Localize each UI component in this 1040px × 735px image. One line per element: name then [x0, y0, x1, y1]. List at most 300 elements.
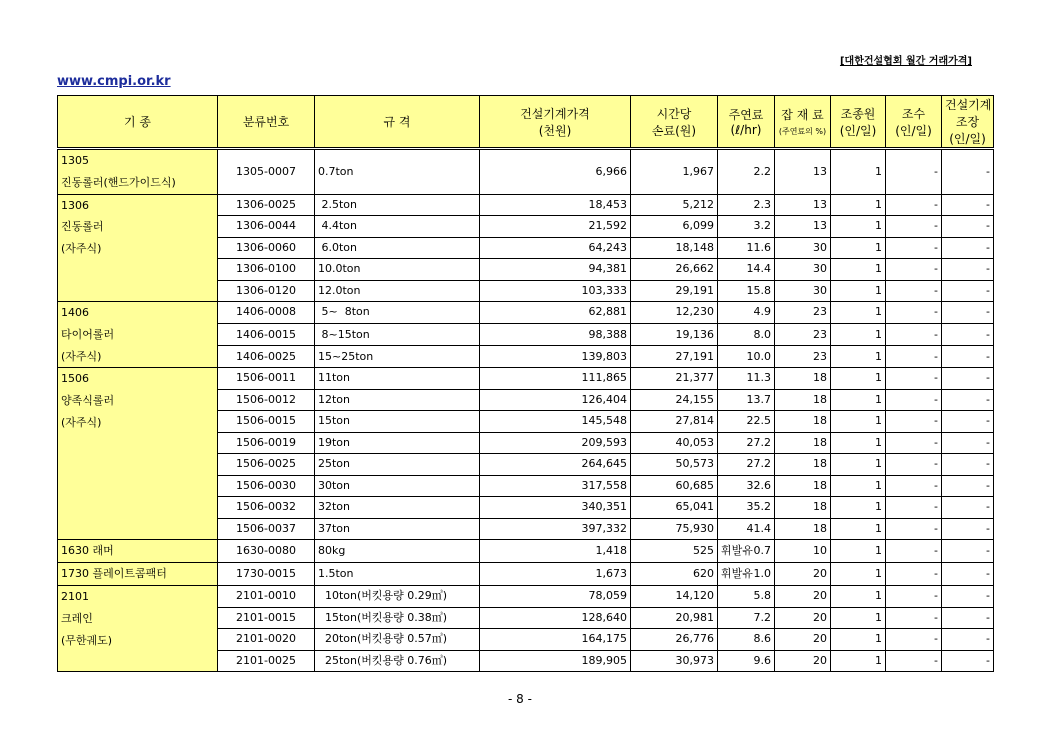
foreman-cell-value: -: [986, 414, 990, 428]
spec-cell-value: 12ton: [318, 392, 351, 406]
price-cell-value: 94,381: [588, 262, 627, 276]
fuel-cell: [718, 280, 775, 302]
foreman-cell: [942, 629, 994, 651]
code-cell: [218, 302, 315, 324]
fuel-cell-value: 5.8: [753, 589, 771, 603]
fuel-cell: [718, 411, 775, 433]
assistant-cell: [886, 607, 942, 629]
spec-cell-value: 5~ 8ton: [318, 305, 370, 319]
misc-material-cell: [775, 149, 831, 195]
fuel-cell: [718, 454, 775, 476]
operator-cell: [831, 194, 886, 216]
foreman-cell-value: -: [986, 240, 990, 254]
fuel-cell-value: 27.2: [746, 457, 771, 471]
price-cell-value: 164,175: [581, 632, 627, 646]
assistant-cell-value: -: [934, 327, 938, 341]
spec-cell: [315, 454, 480, 476]
assistant-cell: [886, 237, 942, 259]
hourly-cost-cell-value: 19,136: [675, 327, 714, 341]
fuel-cell: [718, 346, 775, 368]
foreman-cell-value: -: [986, 219, 990, 233]
code-cell-value: 1506-0012: [236, 392, 296, 406]
foreman-cell: [942, 194, 994, 216]
misc-material-cell-value: 30: [813, 240, 827, 254]
code-cell: [218, 237, 315, 259]
foreman-cell-value: -: [986, 197, 990, 211]
code-cell: [218, 454, 315, 476]
fuel-cell-value: 22.5: [746, 414, 771, 428]
foreman-cell: [942, 302, 994, 324]
code-cell-value: 1506-0025: [236, 457, 296, 471]
hourly-cost-cell: [631, 475, 718, 497]
operator-cell-value: 1: [875, 371, 882, 385]
misc-material-cell: [775, 475, 831, 497]
assistant-cell-value: -: [934, 262, 938, 276]
operator-cell: [831, 149, 886, 195]
hourly-cost-cell-value: 6,099: [682, 219, 714, 233]
code-cell: [218, 346, 315, 368]
spec-cell: [315, 346, 480, 368]
foreman-cell: [942, 149, 994, 195]
operator-cell-value: 1: [875, 478, 882, 492]
spec-cell: [315, 475, 480, 497]
hourly-cost-cell-value: 50,573: [675, 457, 714, 471]
spec-cell: [315, 302, 480, 324]
code-cell: [218, 216, 315, 238]
header-row: [58, 96, 994, 149]
code-cell-value: 1305-0007: [236, 164, 296, 178]
price-cell-value: 111,865: [581, 371, 627, 385]
col-kind: 기 종: [58, 96, 218, 149]
misc-material-cell: [775, 540, 831, 563]
misc-material-cell-value: 20: [813, 653, 827, 667]
foreman-cell: [942, 650, 994, 672]
assistant-cell: [886, 324, 942, 346]
hourly-cost-cell-value: 30,973: [675, 653, 714, 667]
table-row: [58, 194, 994, 216]
foreman-cell-value: -: [986, 632, 990, 646]
spec-cell-value: 11ton: [318, 371, 351, 385]
hourly-cost-cell: [631, 432, 718, 454]
misc-material-cell-value: 13: [813, 164, 827, 178]
assistant-cell: [886, 475, 942, 497]
equipment-kind-line: 1306: [61, 198, 89, 212]
misc-material-cell-value: 18: [813, 435, 827, 449]
foreman-cell-value: -: [986, 566, 990, 580]
misc-material-cell-value: 18: [813, 478, 827, 492]
hourly-cost-cell: [631, 149, 718, 195]
assistant-cell-value: -: [934, 435, 938, 449]
fuel-cell-value: 10.0: [746, 349, 771, 363]
code-cell: [218, 411, 315, 433]
fuel-cell: [718, 629, 775, 651]
operator-cell-value: 1: [875, 349, 882, 363]
equipment-kind-line: 크레인: [61, 611, 93, 625]
equipment-kind-line: 진동롤러: [61, 220, 104, 234]
assistant-cell-value: -: [934, 632, 938, 646]
equipment-kind-line: 진동롤러(핸드가이드식): [61, 175, 176, 189]
price-cell-value: 78,059: [588, 589, 627, 603]
hourly-cost-cell: [631, 650, 718, 672]
price-cell: [480, 432, 631, 454]
foreman-cell: [942, 259, 994, 281]
assistant-cell-value: -: [934, 500, 938, 514]
foreman-cell-value: -: [986, 589, 990, 603]
equipment-kind-cell: [58, 563, 218, 586]
foreman-cell-value: -: [986, 327, 990, 341]
operator-cell-value: 1: [875, 392, 882, 406]
misc-material-cell-value: 20: [813, 610, 827, 624]
code-cell-value: 2101-0020: [236, 632, 296, 646]
fuel-cell: [718, 368, 775, 390]
code-cell: [218, 368, 315, 390]
foreman-cell: [942, 518, 994, 540]
spec-cell: [315, 497, 480, 519]
code-cell: [218, 149, 315, 195]
code-cell-value: 2101-0010: [236, 589, 296, 603]
assistant-cell-value: -: [934, 653, 938, 667]
fuel-cell-value: 3.2: [753, 219, 771, 233]
assistant-cell: [886, 650, 942, 672]
hourly-cost-cell: [631, 368, 718, 390]
price-cell-value: 98,388: [588, 327, 627, 341]
misc-material-cell: [775, 280, 831, 302]
spec-cell: [315, 324, 480, 346]
foreman-cell: [942, 237, 994, 259]
hourly-cost-cell: [631, 259, 718, 281]
assistant-cell: [886, 389, 942, 411]
price-cell: [480, 454, 631, 476]
hourly-cost-cell-value: 525: [693, 544, 714, 558]
operator-cell: [831, 389, 886, 411]
assistant-cell: [886, 629, 942, 651]
operator-cell: [831, 629, 886, 651]
code-cell-value: 2101-0025: [236, 653, 296, 667]
price-cell: [480, 650, 631, 672]
equipment-kind-line: (무한궤도): [61, 633, 113, 647]
spec-cell-value: 25ton(버킷용량 0.76㎥): [318, 653, 448, 667]
code-cell: [218, 194, 315, 216]
price-cell-value: 18,453: [588, 197, 627, 211]
fuel-cell-value: 11.6: [746, 240, 771, 254]
col-fuel: 주연료 (ℓ/hr): [718, 96, 775, 149]
equipment-kind-line: 1305: [61, 154, 89, 167]
misc-material-cell-value: 13: [813, 197, 827, 211]
operator-cell: [831, 237, 886, 259]
equipment-kind-cell: [58, 194, 218, 302]
price-cell: [480, 563, 631, 586]
operator-cell: [831, 454, 886, 476]
code-cell: [218, 607, 315, 629]
assistant-cell-value: -: [934, 219, 938, 233]
spec-cell: [315, 518, 480, 540]
hourly-cost-cell: [631, 563, 718, 586]
fuel-cell: [718, 586, 775, 608]
equipment-kind-line: 2101: [61, 590, 89, 604]
assistant-cell: [886, 518, 942, 540]
misc-material-cell: [775, 586, 831, 608]
code-cell: [218, 497, 315, 519]
operator-cell: [831, 518, 886, 540]
price-cell: [480, 607, 631, 629]
fuel-cell-value: 9.6: [753, 653, 771, 667]
hourly-cost-cell: [631, 518, 718, 540]
assistant-cell-value: -: [934, 457, 938, 471]
code-cell: [218, 324, 315, 346]
col-code: 분류번호: [218, 96, 315, 149]
foreman-cell: [942, 540, 994, 563]
hourly-cost-cell-value: 26,776: [675, 632, 714, 646]
hourly-cost-cell-value: 60,685: [675, 478, 714, 492]
misc-material-cell: [775, 497, 831, 519]
page-number: - 8 -: [508, 692, 532, 706]
operator-cell-value: 1: [875, 219, 882, 233]
assistant-cell-value: -: [934, 305, 938, 319]
fuel-cell: [718, 259, 775, 281]
foreman-cell-value: -: [986, 371, 990, 385]
price-cell-value: 139,803: [581, 349, 627, 363]
operator-cell: [831, 259, 886, 281]
code-cell-value: 1730-0015: [236, 566, 296, 580]
operator-cell: [831, 280, 886, 302]
fuel-cell-value: 1.0: [753, 566, 771, 580]
price-cell: [480, 629, 631, 651]
fuel-cell-value: 41.4: [746, 521, 771, 535]
fuel-cell: [718, 497, 775, 519]
assistant-cell: [886, 368, 942, 390]
assistant-cell: [886, 302, 942, 324]
fuel-cell: [718, 324, 775, 346]
hourly-cost-cell-value: 620: [693, 566, 714, 580]
fuel-cell-value: 7.2: [753, 610, 771, 624]
fuel-cell: [718, 149, 775, 195]
assistant-cell-value: -: [934, 164, 938, 178]
hourly-cost-cell: [631, 216, 718, 238]
code-cell: [218, 650, 315, 672]
fuel-cell-value: 0.7: [753, 544, 771, 558]
assistant-cell-value: -: [934, 478, 938, 492]
hourly-cost-cell-value: 27,191: [675, 349, 714, 363]
equipment-kind-line: 1730 플레이트콤팩터: [61, 567, 167, 581]
spec-cell: [315, 432, 480, 454]
code-cell: [218, 563, 315, 586]
misc-material-cell-value: 18: [813, 371, 827, 385]
hourly-cost-cell: [631, 194, 718, 216]
foreman-cell-value: -: [986, 349, 990, 363]
fuel-cell-value: 4.9: [753, 305, 771, 319]
foreman-cell: [942, 280, 994, 302]
price-cell-value: 397,332: [581, 521, 627, 535]
spec-cell: [315, 650, 480, 672]
spec-cell: [315, 411, 480, 433]
fuel-cell-value: 8.6: [753, 632, 771, 646]
hourly-cost-cell-value: 12,230: [675, 305, 714, 319]
fuel-cell: [718, 432, 775, 454]
foreman-cell-value: -: [986, 283, 990, 297]
foreman-cell-value: -: [986, 544, 990, 558]
operator-cell-value: 1: [875, 197, 882, 211]
operator-cell: [831, 586, 886, 608]
hourly-cost-cell-value: 5,212: [682, 197, 714, 211]
misc-material-cell: [775, 259, 831, 281]
equipment-kind-line: (자주식): [61, 242, 102, 256]
price-cell: [480, 497, 631, 519]
operator-cell-value: 1: [875, 327, 882, 341]
code-cell-value: 1506-0015: [236, 414, 296, 428]
foreman-cell: [942, 389, 994, 411]
price-cell-value: 189,905: [581, 653, 627, 667]
equipment-kind-line: 타이어롤러: [61, 327, 115, 341]
operator-cell-value: 1: [875, 283, 882, 297]
code-cell-value: 1306-0060: [236, 240, 296, 254]
equipment-kind-line: 1506: [61, 372, 89, 386]
assistant-cell: [886, 411, 942, 433]
fuel-type-label: 휘발유: [721, 566, 753, 580]
assistant-cell: [886, 563, 942, 586]
operator-cell: [831, 540, 886, 563]
price-cell-value: 317,558: [581, 478, 627, 492]
col-misc: 잡 재 료 (주연료의 %): [775, 96, 831, 149]
misc-material-cell: [775, 563, 831, 586]
spec-cell-value: 19ton: [318, 435, 351, 449]
spec-cell: [315, 389, 480, 411]
code-cell-value: 1506-0030: [236, 478, 296, 492]
spec-cell: [315, 259, 480, 281]
operator-cell-value: 1: [875, 632, 882, 646]
fuel-cell-value: 8.0: [753, 327, 771, 341]
code-cell: [218, 259, 315, 281]
misc-material-cell: [775, 650, 831, 672]
price-cell: [480, 368, 631, 390]
spec-cell: [315, 237, 480, 259]
spec-cell-value: 25ton: [318, 457, 351, 471]
assistant-cell-value: -: [934, 521, 938, 535]
misc-material-cell-value: 18: [813, 457, 827, 471]
col-price: 건설기계가격 (천원): [480, 96, 631, 149]
foreman-cell: [942, 454, 994, 476]
code-cell-value: 1406-0008: [236, 305, 296, 319]
spec-cell: [315, 563, 480, 586]
foreman-cell: [942, 475, 994, 497]
code-cell: [218, 475, 315, 497]
code-cell-value: 1506-0011: [236, 371, 296, 385]
col-spec: 규 격: [315, 96, 480, 149]
operator-cell: [831, 432, 886, 454]
misc-material-cell: [775, 368, 831, 390]
assistant-cell-value: -: [934, 371, 938, 385]
code-cell-value: 1506-0037: [236, 521, 296, 535]
operator-cell: [831, 497, 886, 519]
misc-material-cell: [775, 216, 831, 238]
misc-material-cell-value: 18: [813, 500, 827, 514]
operator-cell: [831, 368, 886, 390]
site-link[interactable]: www.cmpi.or.kr: [57, 74, 171, 89]
fuel-cell: [718, 607, 775, 629]
assistant-cell-value: -: [934, 414, 938, 428]
hourly-cost-cell: [631, 237, 718, 259]
publication-header: [대한건설협회 월간 거래가격]: [839, 56, 972, 67]
spec-cell: [315, 368, 480, 390]
misc-material-cell-value: 30: [813, 283, 827, 297]
price-cell: [480, 411, 631, 433]
fuel-cell-value: 13.7: [746, 392, 771, 406]
code-cell: [218, 518, 315, 540]
misc-material-cell-value: 13: [813, 219, 827, 233]
code-cell-value: 1406-0025: [236, 349, 296, 363]
spec-cell-value: 4.4ton: [318, 219, 358, 233]
operator-cell-value: 1: [875, 164, 882, 178]
price-cell-value: 264,645: [581, 457, 627, 471]
equipment-price-table: [57, 95, 994, 672]
price-cell: [480, 346, 631, 368]
hourly-cost-cell: [631, 346, 718, 368]
spec-cell-value: 15ton(버킷용량 0.38㎥): [318, 610, 448, 624]
code-cell: [218, 280, 315, 302]
price-cell-value: 64,243: [588, 240, 627, 254]
spec-cell-value: 6.0ton: [318, 240, 358, 254]
code-cell-value: 2101-0015: [236, 610, 296, 624]
misc-material-cell-value: 10: [813, 544, 827, 558]
operator-cell-value: 1: [875, 414, 882, 428]
hourly-cost-cell-value: 20,981: [675, 610, 714, 624]
assistant-cell-value: -: [934, 197, 938, 211]
misc-material-cell: [775, 302, 831, 324]
assistant-cell-value: -: [934, 610, 938, 624]
operator-cell-value: 1: [875, 262, 882, 276]
price-cell: [480, 194, 631, 216]
equipment-kind-cell: [58, 149, 218, 195]
misc-material-cell-value: 23: [813, 349, 827, 363]
foreman-cell-value: -: [986, 478, 990, 492]
operator-cell-value: 1: [875, 544, 882, 558]
fuel-cell: [718, 216, 775, 238]
price-cell: [480, 324, 631, 346]
hourly-cost-cell: [631, 454, 718, 476]
equipment-kind-cell: [58, 368, 218, 540]
hourly-cost-cell-value: 18,148: [675, 240, 714, 254]
code-cell-value: 1506-0019: [236, 435, 296, 449]
operator-cell-value: 1: [875, 305, 882, 319]
code-cell-value: 1306-0044: [236, 219, 296, 233]
assistant-cell-value: -: [934, 283, 938, 297]
foreman-cell: [942, 586, 994, 608]
operator-cell: [831, 475, 886, 497]
spec-cell-value: 32ton: [318, 500, 351, 514]
operator-cell: [831, 607, 886, 629]
spec-cell: [315, 607, 480, 629]
hourly-cost-cell: [631, 586, 718, 608]
operator-cell-value: 1: [875, 500, 882, 514]
fuel-cell: [718, 302, 775, 324]
foreman-cell-value: -: [986, 500, 990, 514]
price-cell: [480, 216, 631, 238]
assistant-cell: [886, 586, 942, 608]
price-cell-value: 1,418: [595, 544, 627, 558]
col-foreman: 건설기계 조장 (인/일): [942, 96, 994, 149]
spec-cell: [315, 540, 480, 563]
assistant-cell: [886, 540, 942, 563]
equipment-kind-line: 양족식롤러: [61, 394, 115, 408]
hourly-cost-cell-value: 29,191: [675, 283, 714, 297]
foreman-cell-value: -: [986, 435, 990, 449]
hourly-cost-cell-value: 65,041: [675, 500, 714, 514]
foreman-cell-value: -: [986, 262, 990, 276]
price-cell-value: 1,673: [595, 566, 627, 580]
table-row: [58, 302, 994, 324]
misc-material-cell: [775, 194, 831, 216]
code-cell-value: 1306-0100: [236, 262, 296, 276]
spec-cell-value: 15ton: [318, 414, 351, 428]
